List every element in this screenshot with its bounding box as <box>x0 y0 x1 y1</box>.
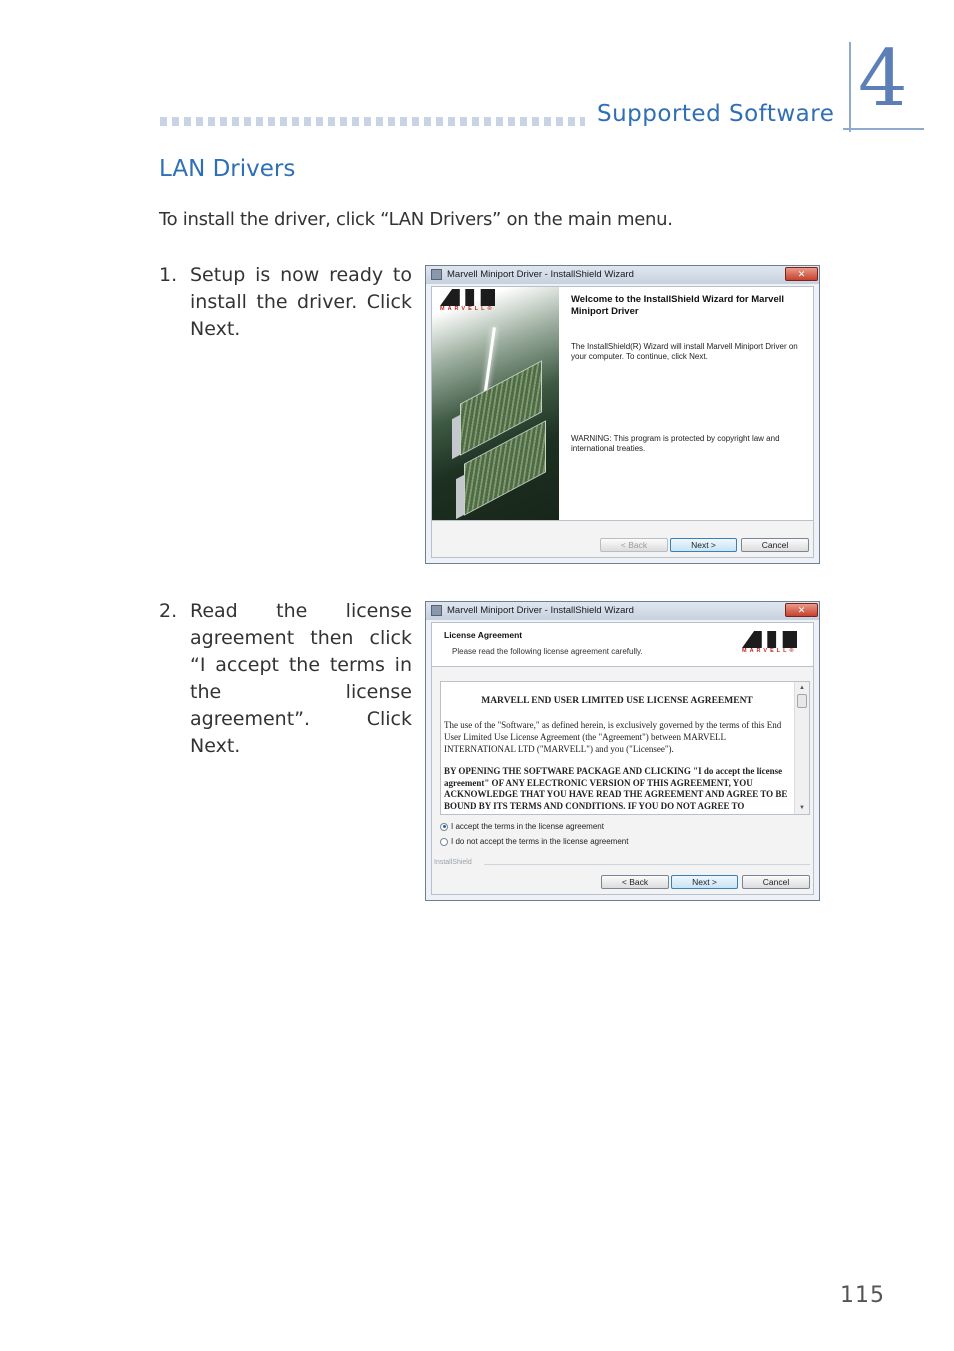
decline-radio-option[interactable] <box>440 837 628 846</box>
copyright-warning: WARNING: This program is protected by copyright law and international treaties. <box>571 434 780 453</box>
radio-label: I do not accept the terms in the license agreement <box>451 837 629 846</box>
marvell-logo <box>440 289 495 313</box>
scroll-up-icon[interactable]: ▲ <box>799 685 805 691</box>
back-button[interactable]: < Back <box>600 538 668 552</box>
cancel-button[interactable]: Cancel <box>742 875 810 889</box>
license-text-box[interactable] <box>440 681 810 815</box>
header-dots-decoration <box>160 117 585 126</box>
step-number: 2. <box>159 600 178 622</box>
license-header-subtitle: Please read the following license agreement carefully. <box>452 647 643 656</box>
divider <box>432 520 813 521</box>
step-text: Setup is now ready to install the driver. Click Next. <box>190 264 412 340</box>
scroll-down-icon[interactable]: ▼ <box>799 805 805 811</box>
marvell-logo-mark <box>742 631 797 648</box>
installer-app-icon <box>431 269 442 280</box>
welcome-title: Welcome to the InstallShield Wizard for Marvell Miniport Driver <box>571 294 785 317</box>
license-header-title: License Agreement <box>444 630 523 640</box>
license-dialog <box>425 601 820 901</box>
step-number: 1. <box>159 264 178 286</box>
close-button[interactable]: ✕ <box>785 603 818 617</box>
chapter-number: 4 <box>858 34 908 124</box>
wizard-content-panel <box>559 287 813 520</box>
accept-radio-option[interactable] <box>440 822 604 831</box>
license-paragraph-bold: BY OPENING THE SOFTWARE PACKAGE AND CLICKING "I do accept the license agreement" OF ANY ELECTRONIC VERSION OF THIS AGREEMENT, YOU ACKNOWLEDGE THAT YOU HAVE READ THE AGREEMENT AND AGREE TO BE BOUND BY ITS TERMS AND CONDITIONS. IF YOU DO NOT AGREE TO <box>444 766 788 811</box>
marvell-logo-word: MARVELL® <box>440 306 495 312</box>
radio-label: I accept the terms in the license agreement <box>451 822 604 831</box>
radio-unselected-icon[interactable] <box>440 838 448 846</box>
card-bracket-image <box>452 415 460 459</box>
license-scrollbar[interactable] <box>794 682 809 814</box>
back-button[interactable]: < Back <box>601 875 669 889</box>
marvell-logo-mark <box>440 289 495 306</box>
installshield-label: InstallShield <box>434 859 472 866</box>
section-title: Supported Software <box>597 101 835 127</box>
wizard-side-banner <box>432 287 559 520</box>
title-bar <box>426 266 819 284</box>
intro-text: To install the driver, click “LAN Drivers” on the main menu. <box>159 209 673 230</box>
next-button[interactable]: Next > <box>670 538 737 552</box>
chapter-horizontal-rule <box>843 128 924 130</box>
chapter-vertical-rule <box>849 42 851 132</box>
radio-selected-icon[interactable] <box>440 823 448 831</box>
page-heading: LAN Drivers <box>159 156 296 182</box>
divider <box>484 864 810 865</box>
welcome-description: The InstallShield(R) Wizard will install Marvell Miniport Driver on your computer. To continue, click Next. <box>571 342 798 361</box>
dialog-body <box>431 286 814 558</box>
marvell-logo <box>742 631 797 655</box>
installer-app-icon <box>431 605 442 616</box>
scroll-thumb[interactable] <box>797 694 807 708</box>
step-text: Read the license agreement then click “I accept the terms in the license agreement”. Click Next. <box>190 600 412 757</box>
cancel-button[interactable]: Cancel <box>741 538 809 552</box>
card-bracket-image <box>456 475 464 519</box>
license-paragraph: The use of the "Software," as defined herein, is exclusively governed by the terms of this End User Limited Use License Agreement (the "Agreement") between MARVELL INTERNATIONAL LTD ("MARVELL") and you ("Licensee"). <box>444 720 782 754</box>
welcome-dialog <box>425 265 820 564</box>
license-title: MARVELL END USER LIMITED USE LICENSE AGREEMENT <box>481 696 753 706</box>
window-title: Marvell Miniport Driver - InstallShield Wizard <box>447 605 634 616</box>
dialog-header <box>432 623 813 667</box>
step-1 <box>159 262 412 343</box>
title-bar <box>426 602 819 620</box>
close-button[interactable]: ✕ <box>785 267 818 281</box>
page-number: 115 <box>840 1283 885 1308</box>
dialog-body <box>431 622 814 895</box>
window-title: Marvell Miniport Driver - InstallShield Wizard <box>447 269 634 280</box>
step-2 <box>159 598 412 760</box>
marvell-logo-word: MARVELL® <box>742 648 797 654</box>
next-button[interactable]: Next > <box>671 875 738 889</box>
